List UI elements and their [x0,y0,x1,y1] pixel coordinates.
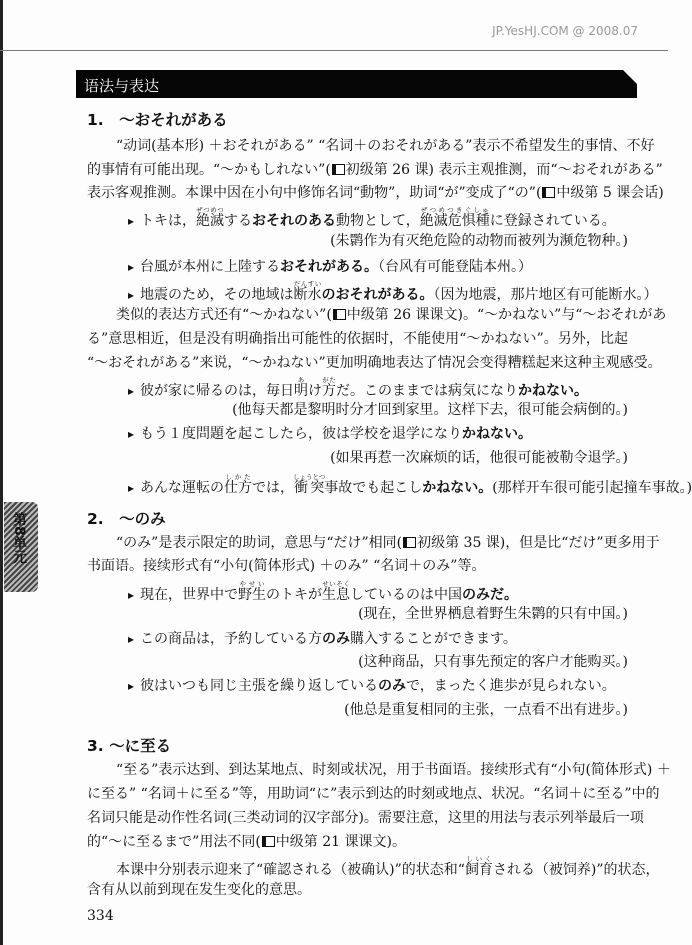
grammar-pattern: おそれがある。 [280,259,379,275]
paragraph-line [87,555,628,577]
book-icon [542,187,555,198]
text-segment: される（被饲养)”的状态， [492,862,660,878]
text-segment: もう１度問題を起こしたら，彼は学校を退学になり [140,426,463,442]
text-segment: 含有从以前到现在发生变化的意思。 [87,882,311,898]
example-translation [358,603,628,625]
text-segment: 彼が家に帰るのは，毎日 [140,383,295,399]
text-segment: (如果再惹一次麻烦的话，他很可能被勒令退学。) [330,450,628,466]
section-heading [87,735,171,757]
text-segment: 初级第 26 课) 表示主观推测，而“～おそれがある” [345,162,663,178]
text-segment: る”意思相近，但是没有明确指出可能性的依据时，不能使用“～かねない”。另外，比起 [87,331,628,347]
text-segment: 的“～に至るまで”用法不同( [87,834,261,850]
kanji: 絶滅 [196,213,225,229]
grammar-pattern: かねない。 [462,426,533,442]
kanji: 方 [322,383,337,399]
text-segment: 2. ～のみ [87,510,166,528]
text-segment: 的事情有可能出现。“～かもしれない”( [87,162,331,178]
text-segment: に至る” “名词＋に至る”等，用助词“に”表示到达的时刻或地点、状况。“名词＋に至る”中的 [87,786,660,802]
furigana: やせい [238,580,267,588]
text-segment: 初级第 35 课)，但是比“だけ”更多用于 [417,535,660,551]
example-sentence [128,256,532,278]
text-segment: 現在，世界中で [140,587,239,603]
book-icon [332,164,345,175]
text-segment: トキは， [140,213,197,229]
text-segment: (那样开车很可能引起撞车事故。) [492,480,692,496]
book-icon [262,836,275,847]
text-segment: 类似的表达方式还有“～かねない”( [116,307,332,323]
page-number: 334 [87,908,114,924]
text-segment: (这种商品，只有事先预定的客户才能购买。) [358,654,628,670]
grammar-pattern: かねない。 [518,383,589,399]
kanji: 断水 [293,287,322,303]
grammar-pattern: のみ [322,631,351,647]
text-segment: “～おそれがある”来说，“～かねない”更加明确地表达了情况会变得糟糕起来这种主观感受。 [87,355,662,371]
grammar-pattern: かねない。 [422,480,493,496]
example-translation [344,699,628,721]
paragraph-line [87,532,660,554]
example-sentence [128,206,616,228]
furigana-word [294,376,309,399]
paragraph-line [87,783,660,805]
grammar-pattern: のみだ。 [462,587,519,603]
text-segment: (他总是重复相同的主张，一点看不出有进步。) [344,702,628,718]
text-segment: 本课中分别表示迎来了“確認される（被确认)”的状态和“ [116,862,465,878]
banner-corner [623,70,637,84]
furigana-word [419,206,490,229]
grammar-pattern: のおそれがある。 [321,287,434,303]
paragraph-line [87,855,660,878]
section-heading [87,508,166,530]
furigana-word [464,855,493,878]
text-segment: 1. ～おそれがある [87,111,228,129]
text-segment: で，まったく進歩が見られない。 [406,678,616,694]
furigana: しいく [464,855,493,863]
furigana: あ [294,376,309,384]
paragraph-line [87,879,628,901]
kanji: 明 [294,383,309,399]
paragraph-line [87,304,667,326]
furigana: がた [322,376,337,384]
text-segment: 书面语。接续形式有“小句(简体形式) ＋のみ” “名词＋のみ”等。 [87,558,486,574]
example-sentence [128,473,692,495]
text-segment: “のみ”是表示限定的助词，意思与“だけ”相同( [116,535,403,551]
example-sentence [128,280,657,302]
furigana: ぜつめつきぐしゅ [419,206,490,214]
furigana-word [196,206,225,229]
unit-side-tab [4,502,38,592]
example-sentence [128,675,616,697]
text-segment: 3. ～に至る [87,737,172,755]
text-segment: 名词只能是动作性名词(三类动词的汉字部分)。需要注意，这里的用法与表示列举最后一项 [87,810,644,826]
example-translation [330,230,628,252]
text-segment: のトキが [266,587,323,603]
paragraph-line [87,807,644,829]
text-segment: この商品は，予約している方 [140,631,323,647]
text-segment: 中级第 26 课课文)。“～かねない”与“～おそれがあ [346,307,667,323]
example-sentence [128,628,517,650]
grammar-pattern: のみ [378,678,407,694]
section-heading [87,109,228,131]
text-segment: “至る”表示达到、到达某地点、时刻或状况，用于书面语。接续形式有“小句(简体形式) ＋ [116,762,671,778]
paragraph-line [87,135,655,157]
text-segment: （因为地震，那片地区有可能断水。） [433,287,658,303]
furigana-word [224,473,253,496]
paragraph-line [87,759,671,781]
scan-edge [0,0,3,945]
text-segment: だ。このままでは病気になり [336,383,519,399]
text-segment: 彼はいつも同じ主張を繰り返している [140,678,379,694]
paragraph-line [87,328,628,350]
text-segment: (朱鹮作为有灭绝危险的动物而被列为濒危物种。) [330,233,628,249]
furigana-word [322,580,351,603]
text-segment: 動物として， [336,213,420,229]
furigana: ぜつめつ [196,206,225,214]
text-segment: 表示客观推测。本课中因在小句中修饰名词“動物”，助词“が”变成了“の”( [87,185,542,201]
text-segment: しているのは中国 [350,587,463,603]
furigana-word [238,580,267,603]
furigana-word [322,376,337,399]
example-sentence [128,423,532,445]
furigana: せいそく [322,580,351,588]
kanji: 衝突 [292,480,326,496]
text-segment: (现在，全世界栖息着野生朱鹮的只有中国。) [358,606,628,622]
text-segment: 中级第 21 课课文)。 [275,834,406,850]
kanji: 仕方 [224,480,253,496]
kanji: 野生 [238,587,267,603]
grammar-pattern: おそれのある [252,213,337,229]
text-segment: に登録されている。 [489,213,616,229]
paragraph-line [87,352,662,374]
text-segment: け [308,383,323,399]
book-icon [333,309,346,320]
example-sentence [128,376,588,398]
text-segment: 中级第 5 课会话) [556,185,664,201]
example-sentence [128,580,518,602]
section-banner [76,70,637,98]
unit-label: 第8单元 [11,512,27,564]
furigana: しょうとつ [292,473,326,481]
text-segment: “动词(基本形) ＋おそれがある” “名词＋のおそれがある”表示不希望发生的事情、不好 [116,138,655,154]
furigana: だんすい [293,280,322,288]
book-icon [403,537,416,548]
text-segment: する [224,213,253,229]
header-rule [0,50,668,51]
watermark: JP.YesHJ.COM @ 2008.07 [492,24,638,38]
furigana-word [292,473,326,496]
text-segment: あんな運転の [140,480,225,496]
text-segment: 事故でも起こし [324,480,423,496]
example-translation [232,399,628,421]
kanji: 飼育 [464,862,493,878]
furigana-word [293,280,322,303]
paragraph-line [87,182,664,204]
paragraph-line [87,831,628,853]
example-translation [330,447,628,469]
kanji: 絶滅危惧種 [419,213,490,229]
text-segment: (他每天都是黎明时分才回到家里。这样下去，很可能会病倒的。) [232,402,628,418]
furigana: しかた [224,473,253,481]
text-segment: では， [252,480,295,496]
text-segment: （台风有可能登陆本州。） [378,259,533,275]
example-translation [358,651,628,673]
kanji: 生息 [322,587,351,603]
paragraph-line [87,159,663,181]
text-segment: 購入することができます。 [350,631,517,647]
text-segment: 地震のため，その地域は [140,287,294,303]
banner-title: 语法与表达 [84,77,160,95]
text-segment: 台風が本州に上陸する [140,259,281,275]
